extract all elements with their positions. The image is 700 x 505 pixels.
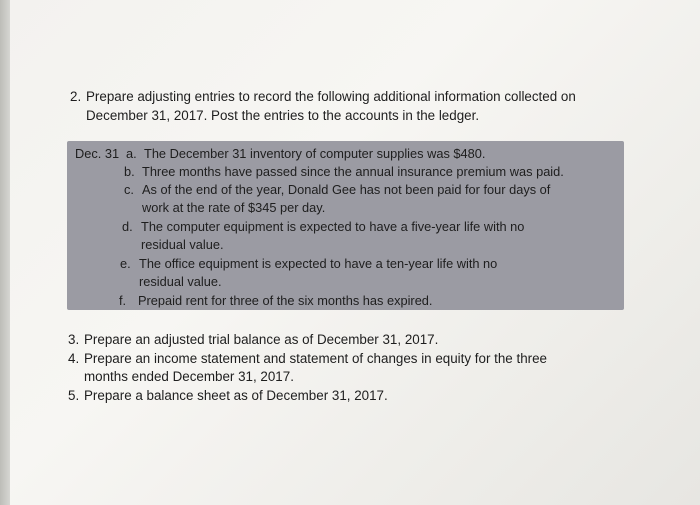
item-d-line-1: The computer equipment is expected to have a five-year life with no xyxy=(141,219,525,234)
question-2-line-1: Prepare adjusting entries to record the following additional information collected on xyxy=(86,89,576,104)
question-4-line-1: Prepare an income statement and statement of changes in equity for the three xyxy=(84,350,547,366)
question-5-line-1: Prepare a balance sheet as of December 31, 2017. xyxy=(84,387,388,403)
item-e-line-2: residual value. xyxy=(139,274,222,289)
page-edge xyxy=(0,0,10,505)
question-5-number: 5. xyxy=(68,387,80,403)
adjustment-info-box xyxy=(67,141,624,310)
item-e-letter: e. xyxy=(120,256,131,271)
date-label: Dec. 31 xyxy=(75,146,120,161)
item-d-line-2: residual value. xyxy=(141,237,224,252)
item-b-line-1: Three months have passed since the annual insurance premium was paid. xyxy=(142,164,564,179)
item-a-line-1: The December 31 inventory of computer supplies was $480. xyxy=(144,146,486,161)
item-f-letter: f. xyxy=(119,293,127,308)
item-c-line-2: work at the rate of $345 per day. xyxy=(142,200,326,215)
question-2-line-2: December 31, 2017. Post the entries to the accounts in the ledger. xyxy=(86,107,480,123)
question-2 xyxy=(70,88,610,125)
item-e-line-1: The office equipment is expected to have a ten-year life with no xyxy=(139,256,498,271)
item-b-letter: b. xyxy=(124,164,135,179)
question-2-number: 2. xyxy=(70,89,82,104)
question-3-line-1: Prepare an adjusted trial balance as of December 31, 2017. xyxy=(84,332,439,347)
item-c-letter: c. xyxy=(124,182,134,197)
question-3-number: 3. xyxy=(68,332,80,347)
item-f-line-1: Prepaid rent for three of the six months has expired. xyxy=(138,293,433,308)
remaining-questions xyxy=(68,331,547,405)
item-a-letter: a. xyxy=(126,146,137,161)
question-4-line-2: months ended December 31, 2017. xyxy=(84,369,294,384)
question-4-number: 4. xyxy=(68,350,80,366)
item-c-line-1: As of the end of the year, Donald Gee has not been paid for four days of xyxy=(142,182,551,197)
item-d-letter: d. xyxy=(122,219,133,234)
